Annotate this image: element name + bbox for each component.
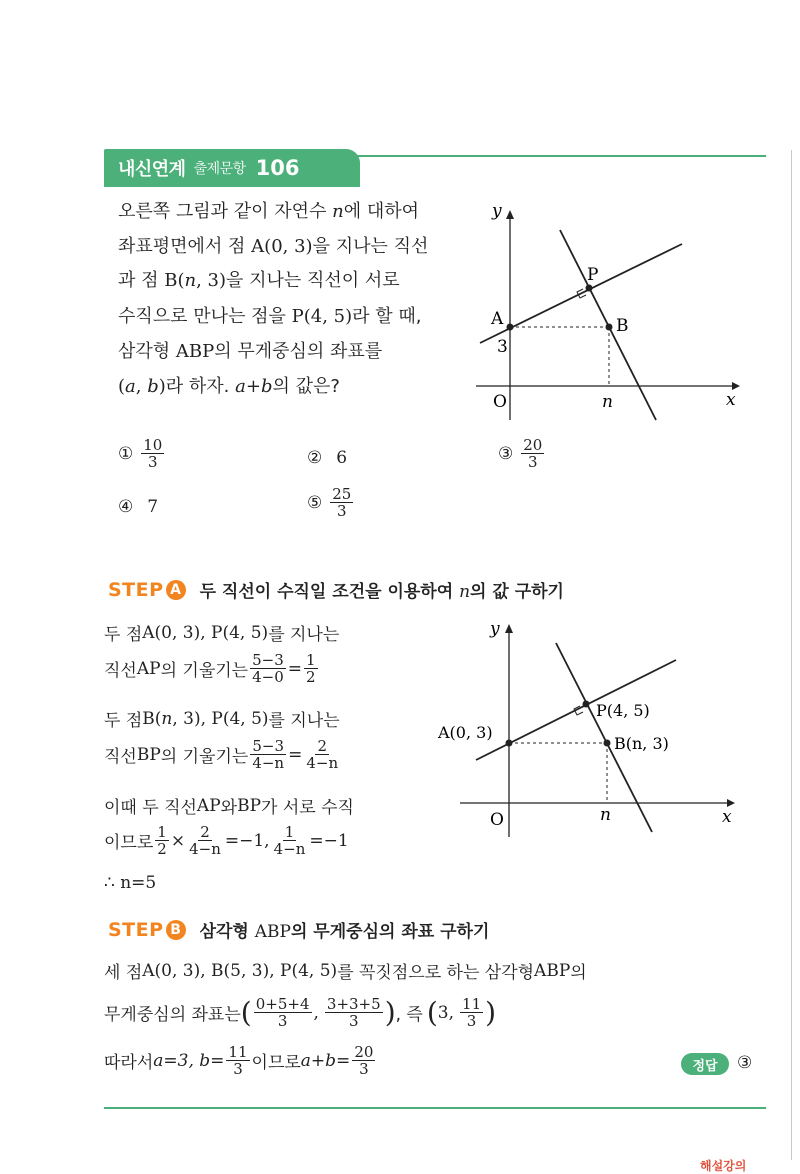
x-axis-arrow-icon	[732, 382, 740, 390]
point-b	[604, 740, 611, 747]
problem-line-3: 과 점 B(n, 3)을 지나는 직선이 서로	[118, 270, 400, 291]
origin-label: O	[490, 810, 504, 830]
a-label: A	[491, 309, 504, 329]
step-a-line-6: 이므로 $\frac{1}{2}$ × $\frac{2}{4-n}$ =−1, $\frac{1}{4-n}$ =−1	[104, 823, 349, 858]
problem-figure	[470, 200, 760, 430]
y-label: y	[492, 201, 502, 221]
problem-line-1: 오른쪽 그림과 같이 자연수 n에 대하여	[118, 201, 420, 222]
problem-line-5: 삼각형 ABP의 무게중심의 좌표를	[118, 341, 383, 362]
p-label: P(4, 5)	[596, 701, 650, 720]
n-label: n	[600, 805, 611, 825]
step-a-conclusion: ∴ n=5	[104, 873, 157, 893]
choice-3[interactable]: ③ $\frac{20}{3}$	[498, 436, 543, 471]
choice-1[interactable]: ① $\frac{10}{3}$	[118, 436, 163, 471]
choice-4[interactable]: ④ 7	[118, 497, 159, 517]
step-b-heading: STEP B 삼각형 ABP의 무게중심의 좌표 구하기	[108, 918, 490, 942]
header-main-label: 내신연계	[118, 159, 186, 180]
answer-value: ③	[737, 1053, 753, 1073]
x-label: x	[722, 807, 732, 827]
b-label: B(n, 3)	[614, 734, 669, 753]
point-p	[583, 701, 590, 708]
n-label: n	[602, 392, 613, 412]
y-label: y	[490, 619, 500, 639]
step-a-line-5: 이때 두 직선 AP 와 BP 가 서로 수직	[104, 795, 354, 818]
x-label: x	[726, 390, 736, 410]
step-a-line-2: 직선 AP 의 기울기는 $\frac{5-3}{4-0}$ = $\frac{1}{2}$	[104, 651, 316, 686]
solution-figure	[430, 612, 760, 847]
problem-number: 106	[255, 156, 300, 180]
step-a-badge: A	[166, 580, 186, 600]
bottom-rule	[104, 1107, 766, 1109]
y-axis-arrow-icon	[505, 624, 513, 633]
step-b-line-1: 세 점 A(0, 3), B(5, 3), P(4, 5) 를 꼭짓점으로 하는 삼각형 ABP 의	[104, 960, 587, 983]
page-edge	[791, 150, 792, 1160]
problem-line-6: (a, b)라 하자. a+b의 값은?	[118, 376, 340, 397]
a-label: A(0, 3)	[438, 723, 493, 742]
problem-line-2: 좌표평면에서 점 A(0, 3)을 지나는 직선	[118, 236, 429, 257]
header-sub-label: 출제문항	[193, 161, 246, 177]
x-axis-arrow-icon	[727, 799, 735, 807]
point-p	[586, 285, 593, 292]
step-a-heading: STEP A 두 직선이 수직일 조건을 이용하여 n의 값 구하기	[108, 578, 564, 602]
step-a-line-4: 직선 BP 의 기울기는 $\frac{5-3}{4-n}$ = $\frac{2}{4-n}$	[104, 737, 339, 772]
section-header-tab	[104, 149, 360, 187]
origin-label: O	[493, 392, 507, 412]
three-label: 3	[497, 337, 508, 357]
footer-tag: 해설강의	[700, 1159, 747, 1173]
choice-2[interactable]: ② 6	[307, 448, 348, 468]
problem-line-4: 수직으로 만나는 점을 P(4, 5)라 할 때,	[118, 306, 422, 327]
step-a-line-1: 두 점 A(0, 3), P(4, 5) 를 지나는	[104, 622, 340, 645]
choice-5[interactable]: ⑤ $\frac{25}{3}$	[307, 485, 352, 520]
point-a	[506, 740, 513, 747]
step-a-line-3: 두 점 B( n , 3), P(4, 5) 를 지나는	[104, 708, 340, 731]
b-label: B	[616, 316, 629, 336]
y-axis-arrow-icon	[506, 210, 514, 219]
answer-badge: 정답	[681, 1053, 729, 1075]
step-b-badge: B	[166, 920, 186, 940]
step-b-line-3: 따라서 a=3, b= $\frac{11}{3}$ 이므로 a+b= $\frac{20}{3}$	[104, 1043, 374, 1078]
point-a	[507, 324, 514, 331]
point-b	[606, 324, 613, 331]
step-b-line-2: 무게중심의 좌표는 ( $\frac{0+5+4}{3}$ , $\frac{3+3+5}{3}$ ) , 즉 ( 3, $\frac{11}{3}$ )	[104, 995, 497, 1030]
p-label: P	[587, 265, 599, 285]
